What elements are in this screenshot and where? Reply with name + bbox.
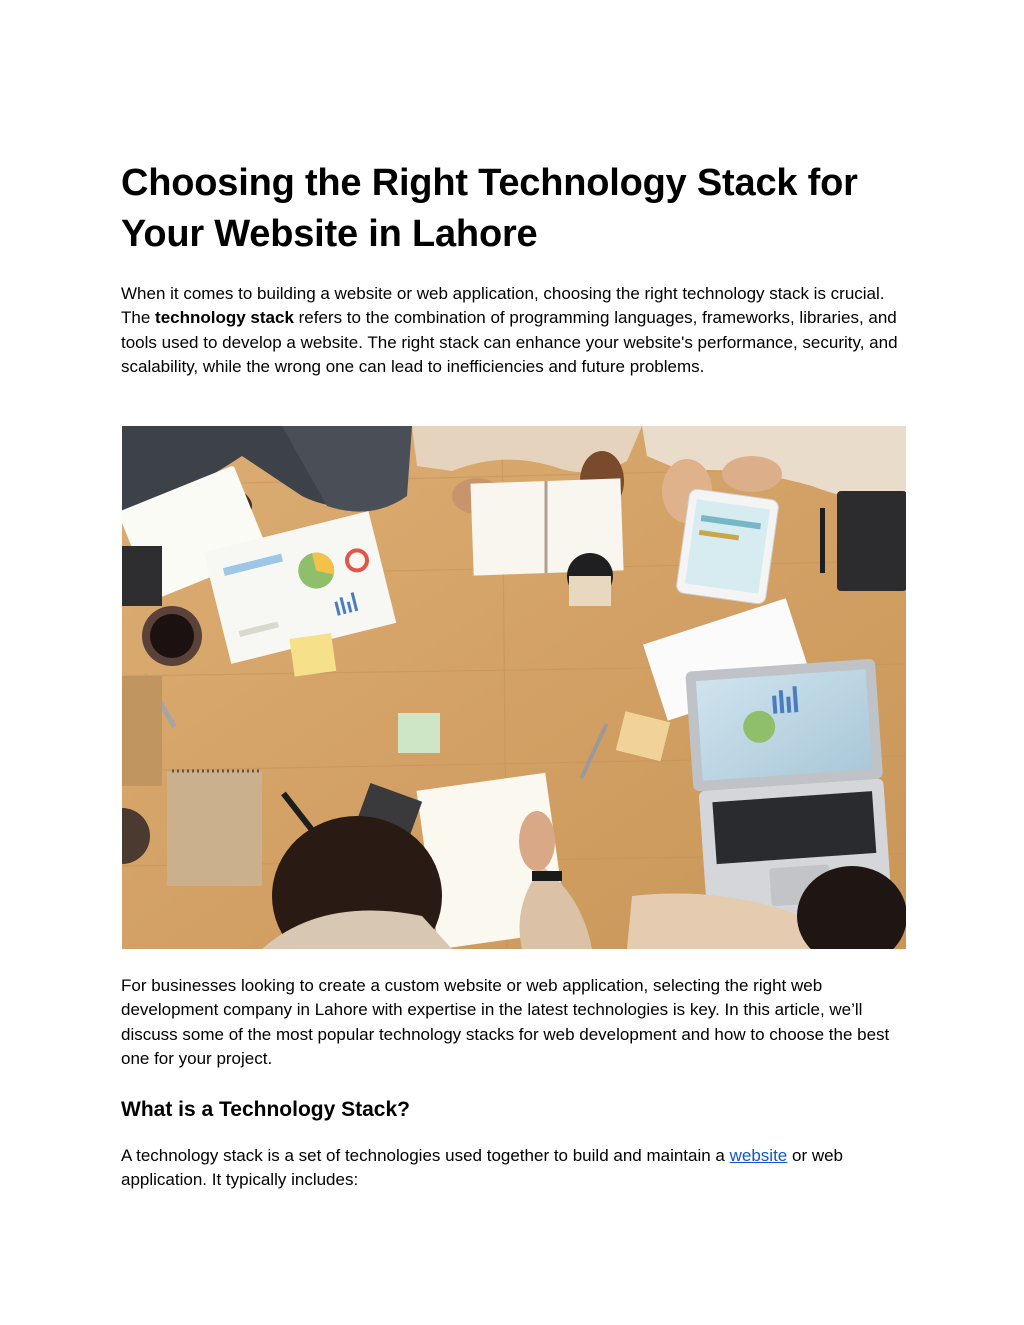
page-title: Choosing the Right Technology Stack for Your Website in Lahore — [121, 162, 858, 255]
website-link[interactable]: website — [729, 1146, 788, 1165]
intro-text-end: refers to the combination of programming languages, frameworks, libraries, and tools used to develop a website. The right stack can enhance your website's performance, security, and scalability, while the wrong one can lead to inefficiencies and future problems. — [121, 308, 898, 377]
team-meeting-photo — [122, 426, 906, 949]
para3-text-start: A technology stack is a set of technologies used together to build and maintain a — [121, 1146, 730, 1165]
para3-text-end: or web application. It typically includes: — [121, 1146, 844, 1190]
intro-text-start: When it comes to building a website or web application, choosing the right technology stack is crucial. The — [121, 284, 885, 328]
section-heading: What is a Technology Stack? — [121, 1098, 410, 1121]
body-paragraph-2: For businesses looking to create a custom website or web application, selecting the right web development company in Lahore with expertise in the latest technologies is key. In this article, we’ll discuss some of the most popular technology stacks for web development and how to choose the best one for your project. — [121, 976, 890, 1069]
intro-paragraph — [121, 282, 907, 380]
body-paragraph-3 — [121, 1144, 907, 1193]
intro-bold-term: technology stack — [155, 308, 294, 328]
